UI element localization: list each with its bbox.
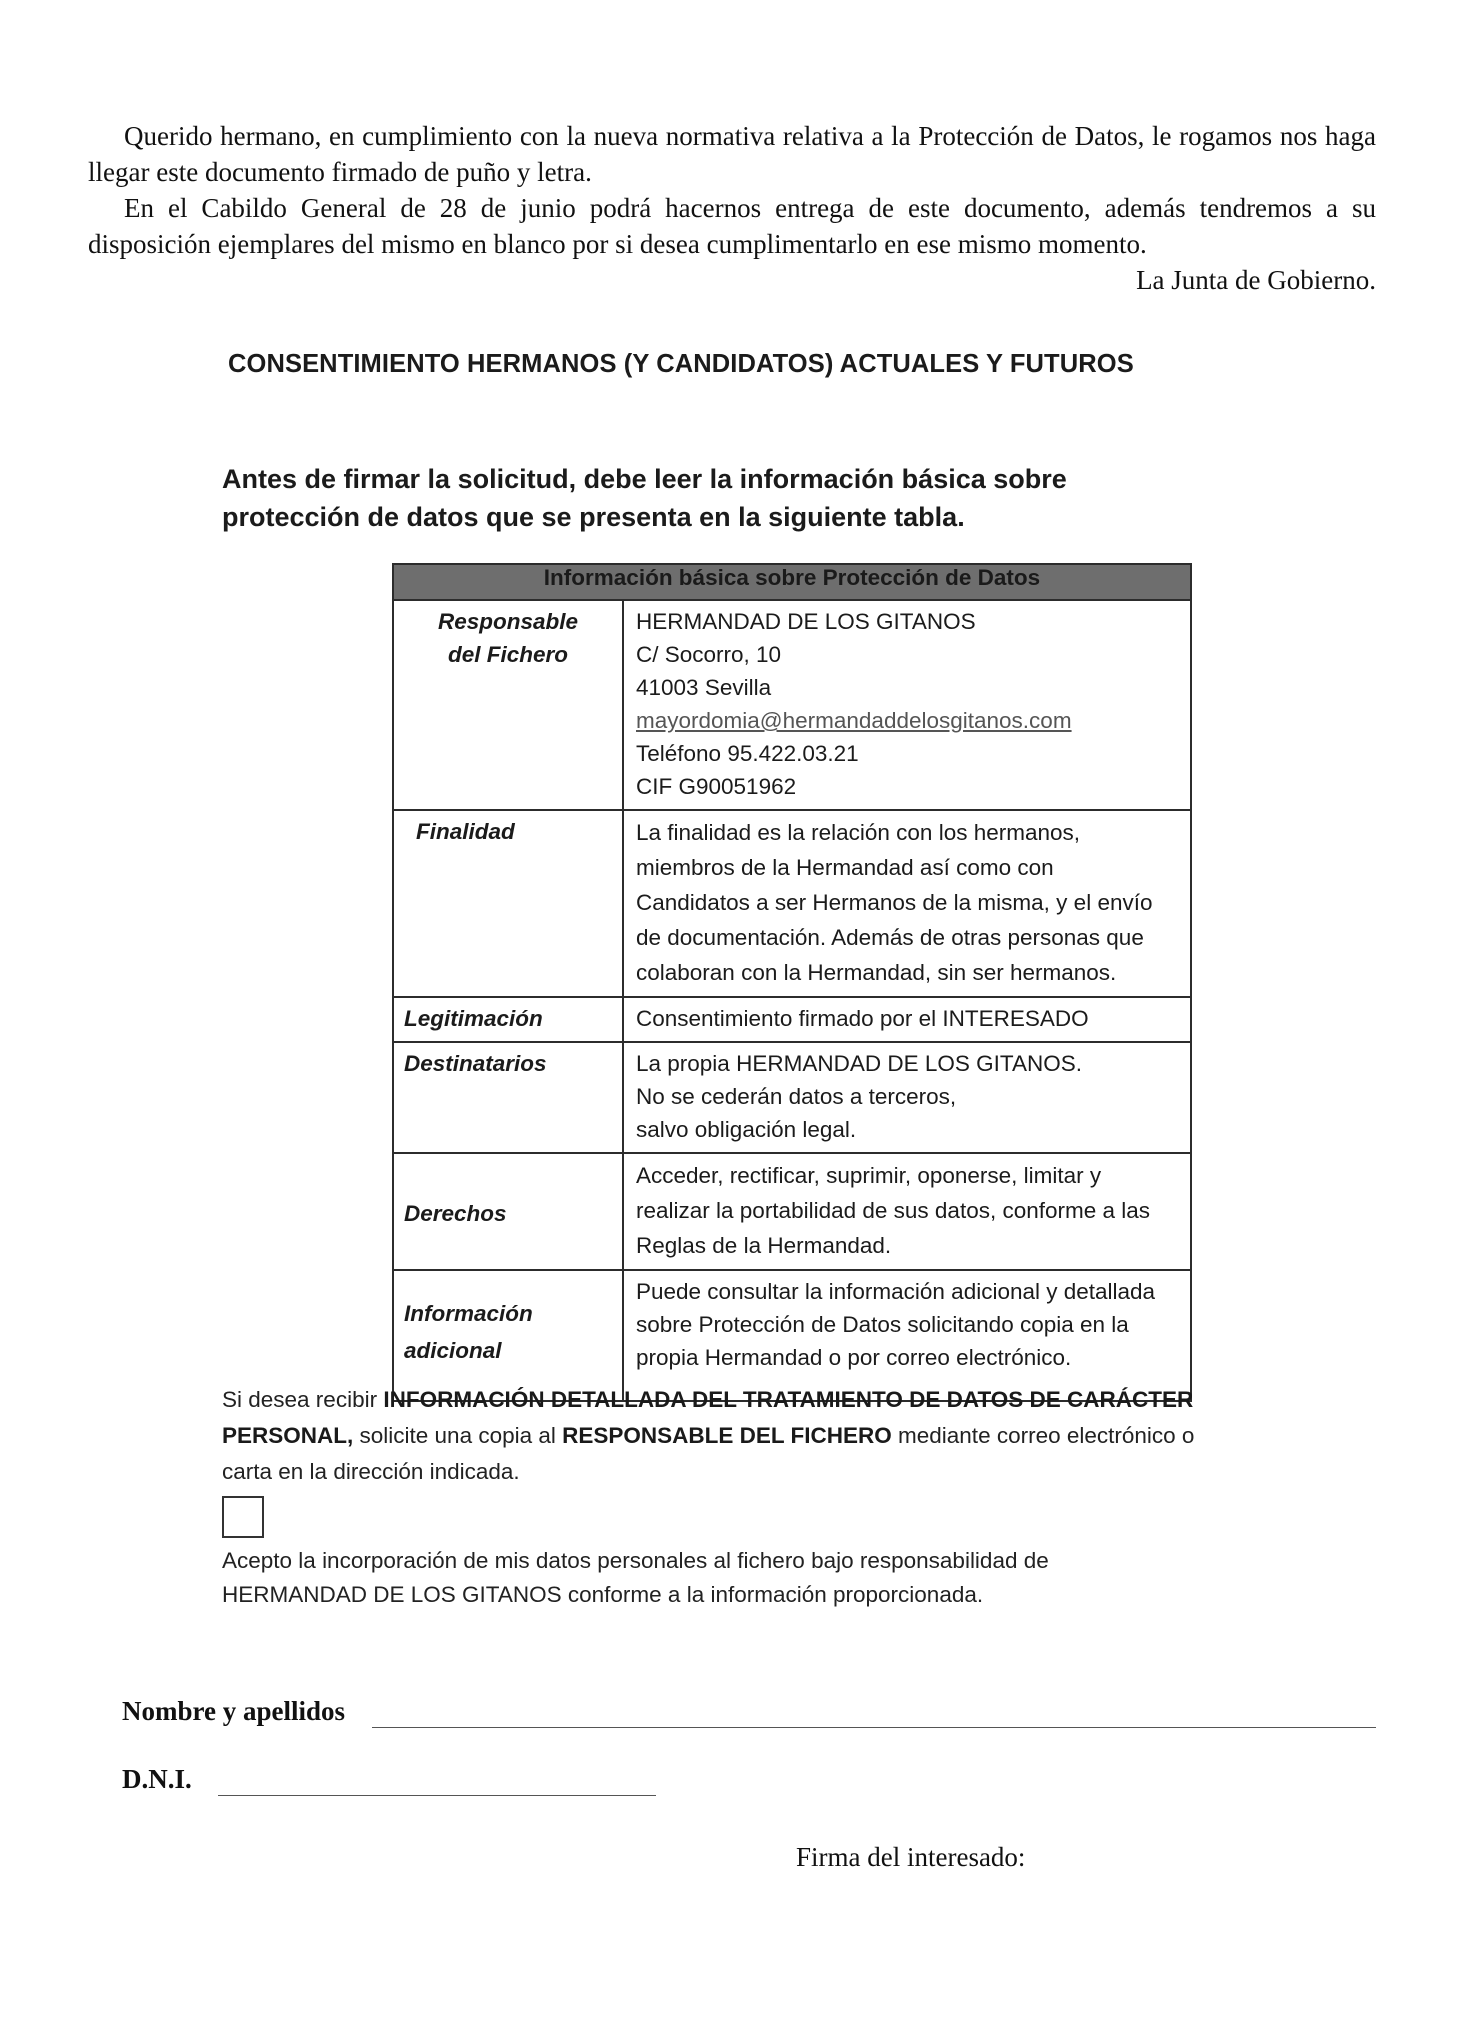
finalidad-line: Candidatos a ser Hermanos de la misma, y el envío xyxy=(636,890,1153,915)
form-intro xyxy=(222,460,1102,536)
table-row-finalidad xyxy=(393,810,1191,997)
form-intro-line-2: protección de datos que se presenta en la siguiente tabla. xyxy=(222,502,965,532)
detail-bold-1: INFORMACIÓN DETALLADA DEL TRATAMIENTO DE DATOS DE CARÁCTER PERSONAL, xyxy=(222,1387,1194,1448)
derechos-line: realizar la portabilidad de sus datos, conforme a las xyxy=(636,1198,1151,1223)
row-label-finalidad: Finalidad xyxy=(393,810,623,997)
adicional-line: Puede consultar la información adicional y detallada xyxy=(636,1279,1156,1304)
name-label: Nombre y apellidos xyxy=(122,1696,346,1726)
row-label-adicional-line-2: adicional xyxy=(404,1338,502,1363)
destinatarios-line: salvo obligación legal. xyxy=(636,1117,857,1142)
letter-paragraph-1: Querido hermano, en cumplimiento con la nueva normativa relativa a la Protección de Datos, le rogamos nos haga llegar este documento firmado de puño y letra. xyxy=(88,121,1376,187)
table-header: Información básica sobre Protección de Datos xyxy=(393,564,1191,600)
table-row-legitimacion xyxy=(393,997,1191,1042)
responsable-phone: Teléfono 95.422.03.21 xyxy=(636,741,859,766)
letter-signature: La Junta de Gobierno. xyxy=(1136,265,1376,295)
row-label-responsable-line-1: Responsable xyxy=(437,609,579,634)
row-value-responsable xyxy=(623,600,1191,810)
row-value-destinatarios xyxy=(623,1042,1191,1153)
derechos-line: Reglas de la Hermandad. xyxy=(636,1233,892,1258)
table-row-destinatarios xyxy=(393,1042,1191,1153)
detail-text-3: mediante correo electrónico o carta en la dirección indicada. xyxy=(222,1423,1195,1484)
responsable-email-link[interactable]: mayordomia@hermandaddelosgitanos.com xyxy=(636,708,1072,733)
consent-text xyxy=(222,1544,1242,1612)
responsable-city: 41003 Sevilla xyxy=(636,675,772,700)
destinatarios-line: La propia HERMANDAD DE LOS GITANOS. xyxy=(636,1051,1082,1076)
derechos-line: Acceder, rectificar, suprimir, oponerse, limitar y xyxy=(636,1163,1102,1188)
finalidad-line: colaboran con la Hermandad, sin ser hermanos. xyxy=(636,960,1117,985)
consent-checkbox[interactable] xyxy=(222,1496,264,1538)
finalidad-line: miembros de la Hermandad así como con xyxy=(636,855,1054,880)
table-row-responsable xyxy=(393,600,1191,810)
responsable-name: HERMANDAD DE LOS GITANOS xyxy=(636,609,976,634)
adicional-line: propia Hermandad o por correo electrónico. xyxy=(636,1345,1072,1370)
consent-line-2: HERMANDAD DE LOS GITANOS conforme a la información proporcionada. xyxy=(222,1582,984,1607)
data-protection-table xyxy=(392,563,1192,1402)
table-row-derechos xyxy=(393,1153,1191,1270)
consent-line-1: Acepto la incorporación de mis datos personales al fichero bajo responsabilidad de xyxy=(222,1548,1049,1573)
row-label-adicional-line-1: Información xyxy=(404,1301,533,1326)
finalidad-line: de documentación. Además de otras personas que xyxy=(636,925,1144,950)
row-label-responsable xyxy=(393,600,623,810)
adicional-line: sobre Protección de Datos solicitando copia en la xyxy=(636,1312,1129,1337)
responsable-cif: CIF G90051962 xyxy=(636,774,797,799)
row-label-derechos: Derechos xyxy=(393,1153,623,1270)
name-input-line[interactable] xyxy=(372,1727,1376,1728)
form-intro-line-1: Antes de firmar la solicitud, debe leer la información básica sobre xyxy=(222,464,1067,494)
finalidad-line: La finalidad es la relación con los hermanos, xyxy=(636,820,1081,845)
destinatarios-line: No se cederán datos a terceros, xyxy=(636,1084,957,1109)
letter-paragraph-2: En el Cabildo General de 28 de junio podrá hacernos entrega de este documento, además tendremos a su disposición ejemplares del mismo en blanco por si desea cumplimentarlo en ese mismo momento. xyxy=(88,193,1376,259)
form-title: CONSENTIMIENTO HERMANOS (Y CANDIDATOS) ACTUALES Y FUTUROS xyxy=(228,350,1134,378)
cover-letter xyxy=(88,118,1376,298)
signature-label: Firma del interesado: xyxy=(796,1842,1026,1872)
responsable-street: C/ Socorro, 10 xyxy=(636,642,782,667)
row-label-legitimacion: Legitimación xyxy=(393,997,623,1042)
dni-input-line[interactable] xyxy=(218,1795,656,1796)
dni-label: D.N.I. xyxy=(122,1764,192,1794)
detailed-info-note xyxy=(222,1382,1242,1490)
row-value-legitimacion: Consentimiento firmado por el INTERESADO xyxy=(623,997,1191,1042)
detail-text-1: Si desea recibir xyxy=(222,1387,384,1412)
detail-text-2: solicite una copia al xyxy=(353,1423,563,1448)
row-label-responsable-line-2: del Fichero xyxy=(447,642,569,667)
detail-bold-2: RESPONSABLE DEL FICHERO xyxy=(562,1423,892,1448)
row-label-destinatarios: Destinatarios xyxy=(393,1042,623,1153)
row-value-derechos xyxy=(623,1153,1191,1270)
row-value-finalidad xyxy=(623,810,1191,997)
